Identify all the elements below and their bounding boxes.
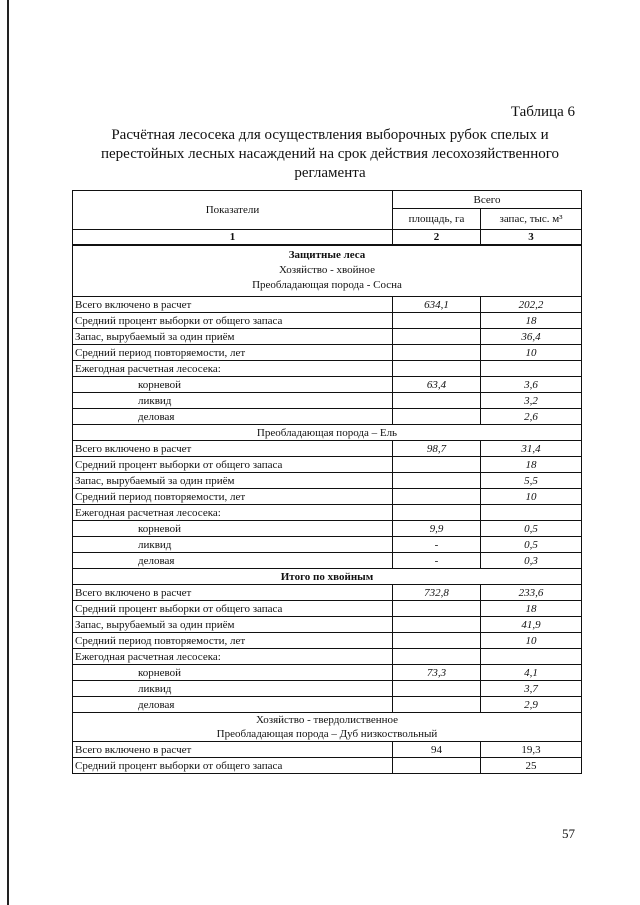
row-label: деловая (73, 409, 393, 425)
subsection-spruce: Преобладающая порода – Ель (73, 425, 582, 441)
cell-area (393, 313, 481, 329)
cell-stock: 2,9 (481, 697, 582, 713)
cell-area (393, 617, 481, 633)
cell-area: 73,3 (393, 665, 481, 681)
table-row (73, 633, 582, 649)
cell-area (393, 681, 481, 697)
table-row (73, 345, 582, 361)
table-row (73, 473, 582, 489)
row-label: Запас, вырубаемый за один приём (73, 329, 393, 345)
cell-stock (481, 649, 582, 665)
row-label: Всего включено в расчет (73, 441, 393, 457)
cell-area (393, 457, 481, 473)
cell-area: - (393, 537, 481, 553)
cell-stock: 18 (481, 601, 582, 617)
cell-stock (481, 361, 582, 377)
header-area: площадь, га (393, 209, 481, 230)
cell-stock: 10 (481, 345, 582, 361)
row-label: Средний период повторяемости, лет (73, 489, 393, 505)
section-farm-type: Хозяйство - хвойное (279, 264, 375, 276)
table-row (73, 393, 582, 409)
cell-area: 98,7 (393, 441, 481, 457)
table-row (73, 329, 582, 345)
section-species: Преобладающая порода - Сосна (252, 279, 402, 291)
cell-area: 634,1 (393, 297, 481, 313)
col-number-1: 1 (73, 230, 393, 246)
section-title: Защитные леса (288, 249, 366, 261)
row-label: Средний процент выборки от общего запаса (73, 758, 393, 774)
table-row (73, 553, 582, 569)
cell-area (393, 489, 481, 505)
page-left-edge (7, 0, 9, 905)
title-line-2: перестойных лесных насаждений на срок действия лесохозяйственного (100, 146, 559, 162)
cell-area: 63,4 (393, 377, 481, 393)
cell-area (393, 758, 481, 774)
hardwood-species: Преобладающая порода – Дуб низкоствольный (216, 728, 438, 740)
cell-stock: 31,4 (481, 441, 582, 457)
table-row (73, 409, 582, 425)
cell-area (393, 697, 481, 713)
table-row (73, 617, 582, 633)
cell-area (393, 633, 481, 649)
row-label: Средний период повторяемости, лет (73, 345, 393, 361)
row-label: Всего включено в расчет (73, 297, 393, 313)
title-line-3: регламента (294, 165, 366, 181)
table-row (73, 521, 582, 537)
cell-area: 732,8 (393, 585, 481, 601)
cell-stock: 10 (481, 633, 582, 649)
cell-stock: 0,5 (481, 521, 582, 537)
table-title (80, 126, 580, 183)
cell-area: 9,9 (393, 521, 481, 537)
subsection-hardwood (73, 713, 582, 742)
header-total: Всего (393, 191, 582, 209)
row-label: деловая (73, 697, 393, 713)
cell-area (393, 601, 481, 617)
table-row (73, 361, 582, 377)
table-row (73, 585, 582, 601)
cell-area: - (393, 553, 481, 569)
cell-stock: 3,7 (481, 681, 582, 697)
row-label: Средний процент выборки от общего запаса (73, 601, 393, 617)
table-row (73, 649, 582, 665)
header-stock: запас, тыс. м³ (481, 209, 582, 230)
table-row (73, 505, 582, 521)
row-label: Средний процент выборки от общего запаса (73, 313, 393, 329)
hardwood-farm-type: Хозяйство - твердолиственное (256, 714, 399, 726)
cell-area (393, 393, 481, 409)
section-protective-forests (73, 245, 582, 297)
cell-area: 94 (393, 742, 481, 758)
row-label: ликвид (73, 393, 393, 409)
row-label: корневой (73, 521, 393, 537)
allowable-cut-table (72, 190, 582, 774)
subsection-conifer-total: Итого по хвойным (73, 569, 582, 585)
table-row (73, 601, 582, 617)
row-label: корневой (73, 665, 393, 681)
cell-stock: 19,3 (481, 742, 582, 758)
cell-stock: 36,4 (481, 329, 582, 345)
cell-stock: 0,5 (481, 537, 582, 553)
cell-stock: 0,3 (481, 553, 582, 569)
table-row (73, 742, 582, 758)
row-label: Ежегодная расчетная лесосека: (73, 361, 393, 377)
row-label: Запас, вырубаемый за один приём (73, 473, 393, 489)
cell-stock (481, 505, 582, 521)
cell-area (393, 473, 481, 489)
cell-stock: 10 (481, 489, 582, 505)
table-row (73, 297, 582, 313)
table-row (73, 457, 582, 473)
row-label: Средний процент выборки от общего запаса (73, 457, 393, 473)
row-label: Всего включено в расчет (73, 742, 393, 758)
row-label: ликвид (73, 681, 393, 697)
cell-stock: 18 (481, 313, 582, 329)
row-label: Ежегодная расчетная лесосека: (73, 505, 393, 521)
table-row (73, 441, 582, 457)
cell-stock: 2,6 (481, 409, 582, 425)
row-label: Запас, вырубаемый за один приём (73, 617, 393, 633)
cell-stock: 41,9 (481, 617, 582, 633)
page-number: 57 (562, 826, 575, 841)
title-line-1: Расчётная лесосека для осуществления выборочных рубок спелых и (111, 127, 549, 143)
row-label: корневой (73, 377, 393, 393)
cell-stock: 233,6 (481, 585, 582, 601)
cell-stock: 3,2 (481, 393, 582, 409)
cell-stock: 202,2 (481, 297, 582, 313)
cell-area (393, 649, 481, 665)
row-label: Всего включено в расчет (73, 585, 393, 601)
cell-area (393, 329, 481, 345)
table-row (73, 377, 582, 393)
table-label: Таблица 6 (510, 104, 575, 120)
table-row (73, 537, 582, 553)
row-label: ликвид (73, 537, 393, 553)
table-row (73, 697, 582, 713)
col-number-2: 2 (393, 230, 481, 246)
cell-area (393, 345, 481, 361)
row-label: деловая (73, 553, 393, 569)
header-indicators: Показатели (73, 191, 393, 230)
cell-area (393, 409, 481, 425)
cell-stock: 18 (481, 457, 582, 473)
table-row (73, 758, 582, 774)
table-row (73, 681, 582, 697)
row-label: Ежегодная расчетная лесосека: (73, 649, 393, 665)
cell-stock: 4,1 (481, 665, 582, 681)
row-label: Средний период повторяемости, лет (73, 633, 393, 649)
col-number-3: 3 (481, 230, 582, 246)
table-row (73, 665, 582, 681)
cell-stock: 5,5 (481, 473, 582, 489)
cell-area (393, 361, 481, 377)
cell-area (393, 505, 481, 521)
cell-stock: 25 (481, 758, 582, 774)
cell-stock: 3,6 (481, 377, 582, 393)
table-row (73, 489, 582, 505)
table-row (73, 313, 582, 329)
